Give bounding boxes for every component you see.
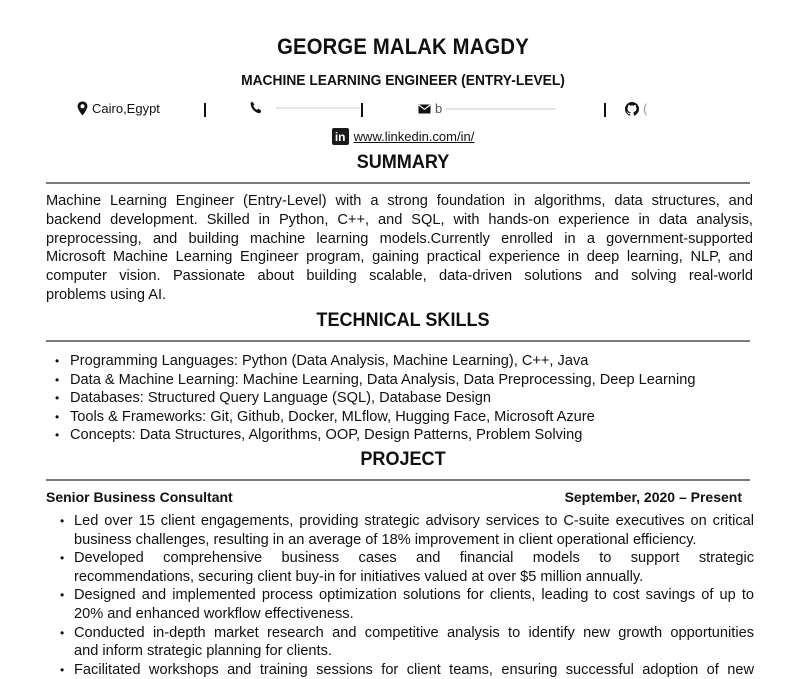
project-bullet — [46, 661, 754, 679]
contact-github[interactable] — [625, 101, 647, 116]
skills-heading: TECHNICAL SKILLS — [316, 310, 490, 331]
skills-list — [46, 352, 695, 445]
bullet-line: • Facilitated workshops and training sessions for client teams, ensuring successful adoption of new — [74, 661, 754, 678]
contact-location — [77, 101, 160, 116]
job-title: MACHINE LEARNING ENGINEER (ENTRY-LEVEL) — [241, 72, 565, 89]
email-text[interactable]: b — [435, 101, 443, 116]
skill-item: • Tools & Frameworks: Git, Github, Docker, MLflow, Hugging Face, Microsoft Azure — [46, 408, 695, 427]
bullet-line: • Developed comprehensive business cases and financial models to support strategic — [74, 550, 754, 567]
bullet-line: • Conducted in-depth market research and competitive analysis to identify new growth opportunities — [74, 624, 754, 641]
envelope-icon — [418, 104, 431, 114]
summary-line: backend development. Skilled in Python, C++, and SQL, with hands-on experience in data analysis, — [46, 211, 753, 228]
summary-heading: SUMMARY — [356, 152, 450, 173]
map-pin-icon — [77, 101, 88, 116]
linkedin-row — [0, 128, 806, 145]
project-bullet — [46, 549, 754, 586]
summary-divider — [46, 182, 750, 184]
skill-item: • Data & Machine Learning: Machine Learning, Data Analysis, Data Preprocessing, Deep Learning — [46, 371, 695, 390]
skill-item: • Programming Languages: Python (Data Analysis, Machine Learning), C++, Java — [46, 352, 695, 371]
bullet-line: recommendations, securing client buy-in for initiatives valued at over $5 million annually. — [74, 568, 644, 585]
phone-redacted — [276, 107, 360, 109]
bullet-line: business challenges, resulting in an average of 18% improvement in client operational efficiency. — [74, 531, 697, 548]
location-text: Cairo,Egypt — [92, 101, 160, 116]
project-bullets — [46, 512, 754, 679]
project-bullet — [46, 586, 754, 623]
bullet-line: • Designed and implemented process optimization solutions for clients, leading to cost savings of up to — [74, 587, 754, 604]
summary-line: computer vision. Passionate about building scalable, data-driven solutions and solving real-world — [46, 268, 753, 285]
project-bullet — [46, 512, 754, 549]
project-dates: September, 2020 – Present — [564, 489, 742, 505]
candidate-name: GEORGE MALAK MAGDY — [277, 34, 529, 59]
summary-line: Machine Learning Engineer (Entry-Level) with a strong foundation in algorithms, data structures, and — [46, 193, 753, 209]
email-redacted — [446, 108, 556, 110]
skills-divider — [46, 340, 750, 342]
project-heading: PROJECT — [360, 449, 446, 470]
project-role: Senior Business Consultant — [46, 489, 233, 505]
summary-line: problems using AI. — [46, 286, 167, 303]
bullet-line: and inform strategic planning for clients. — [74, 643, 332, 660]
contact-separator — [204, 103, 206, 117]
bullet-line: 20% and enhanced workflow effectiveness. — [74, 605, 354, 622]
project-bullet — [46, 624, 754, 661]
contact-separator — [604, 103, 606, 117]
linkedin-icon: in — [332, 128, 349, 145]
summary-text — [46, 192, 753, 305]
summary-line: preprocessing, and building machine learning models.Currently enrolled in a government-supported — [46, 230, 753, 247]
contact-phone — [250, 101, 360, 114]
github-text: ( — [643, 101, 648, 116]
project-divider — [46, 479, 750, 481]
contact-email — [418, 101, 556, 116]
contact-row — [0, 101, 806, 121]
skill-item: • Concepts: Data Structures, Algorithms, OOP, Design Patterns, Problem Solving — [46, 426, 695, 445]
contact-separator — [361, 103, 363, 117]
skill-item: • Databases: Structured Query Language (SQL), Database Design — [46, 389, 695, 408]
linkedin-link[interactable]: www.linkedin.com/in/ — [353, 129, 475, 144]
bullet-line: • Led over 15 client engagements, providing strategic advisory services to C-suite executives on critical — [74, 513, 754, 529]
github-icon — [625, 102, 639, 116]
phone-icon — [250, 101, 262, 114]
summary-line: Microsoft Machine Learning Engineer program, gaining practical experience in deep learning, NLP, and — [46, 249, 753, 266]
